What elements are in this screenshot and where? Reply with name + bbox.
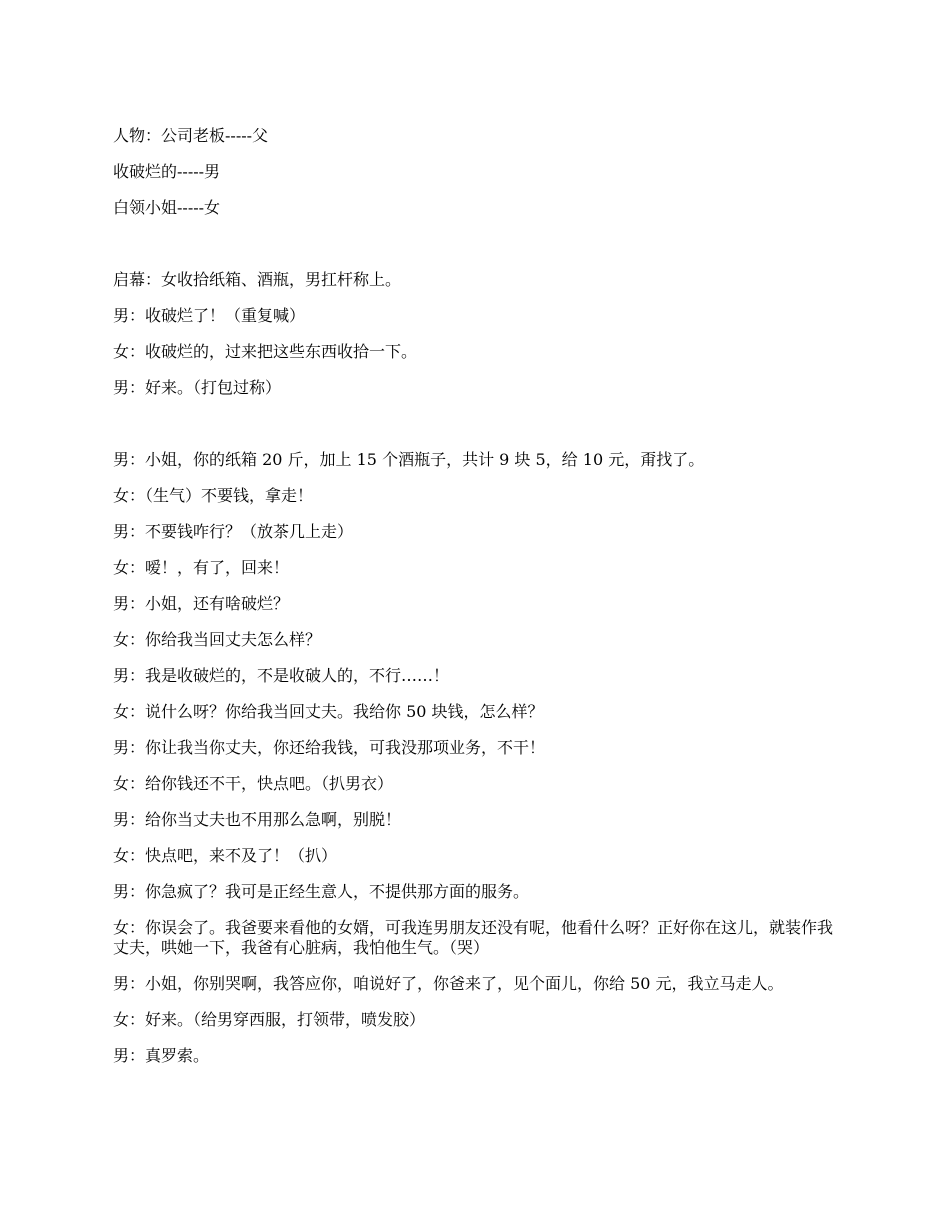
cast-line: 人物：公司老板-----父	[113, 126, 269, 145]
dialogue-line: 男：小姐，你别哭啊，我答应你，咱说好了，你爸来了，见个面儿，你给 50 元，我立马走人。	[113, 974, 784, 993]
dialogue-line: 男：小姐，还有啥破烂？	[113, 594, 290, 613]
dialogue-line: 男：你让我当你丈夫，你还给我钱，可我没那项业务，不干！	[113, 738, 546, 757]
script-document	[113, 126, 843, 1082]
dialogue-line: 女：（生气）不要钱，拿走！	[113, 486, 314, 505]
stage-direction: 启幕：女收拾纸箱、酒瓶，男扛杆称上。	[113, 270, 402, 289]
dialogue-line: 男：真罗索。	[113, 1046, 210, 1065]
dialogue-line: 男：给你当丈夫也不用那么急啊，别脱！	[113, 810, 402, 829]
dialogue-line: 男：小姐，你的纸箱 20 斤，加上 15 个酒瓶子，共计 9 块 5，给 10 元，甭找了。	[113, 450, 705, 469]
dialogue-line: 女：说什么呀？你给我当回丈夫。我给你 50 块钱，怎么样？	[113, 702, 544, 721]
section-gap	[113, 414, 843, 450]
dialogue-line: 男：好来。（打包过称）	[113, 378, 282, 397]
dialogue-line: 女：嗳！，有了，回来！	[113, 558, 290, 577]
dialogue-line: 男：你急疯了？我可是正经生意人，不提供那方面的服务。	[113, 882, 530, 901]
dialogue-line: 女：好来。（给男穿西服，打领带，喷发胶）	[113, 1010, 426, 1029]
dialogue-line: 女：快点吧，来不及了！（扒）	[113, 846, 338, 865]
dialogue-line: 女：你给我当回丈夫怎么样？	[113, 630, 322, 649]
dialogue-line: 男：不要钱咋行？（放茶几上走）	[113, 522, 354, 541]
section-gap	[113, 234, 843, 270]
dialogue-line: 男：我是收破烂的，不是收破人的，不行……！	[113, 666, 450, 685]
cast-line: 白领小姐-----女	[113, 198, 221, 217]
dialogue-line: 女：你误会了。我爸要来看他的女婿，可我连男朋友还没有呢，他看什么呀？正好你在这儿，就装作我丈夫，哄她一下，我爸有心脏病，我怕他生气。（哭）	[113, 918, 834, 957]
cast-line: 收破烂的-----男	[113, 162, 221, 181]
dialogue-line: 女：收破烂的，过来把这些东西收拾一下。	[113, 342, 418, 361]
dialogue-line: 男：收破烂了！（重复喊）	[113, 306, 306, 325]
dialogue-line: 女：给你钱还不干，快点吧。（扒男衣）	[113, 774, 394, 793]
